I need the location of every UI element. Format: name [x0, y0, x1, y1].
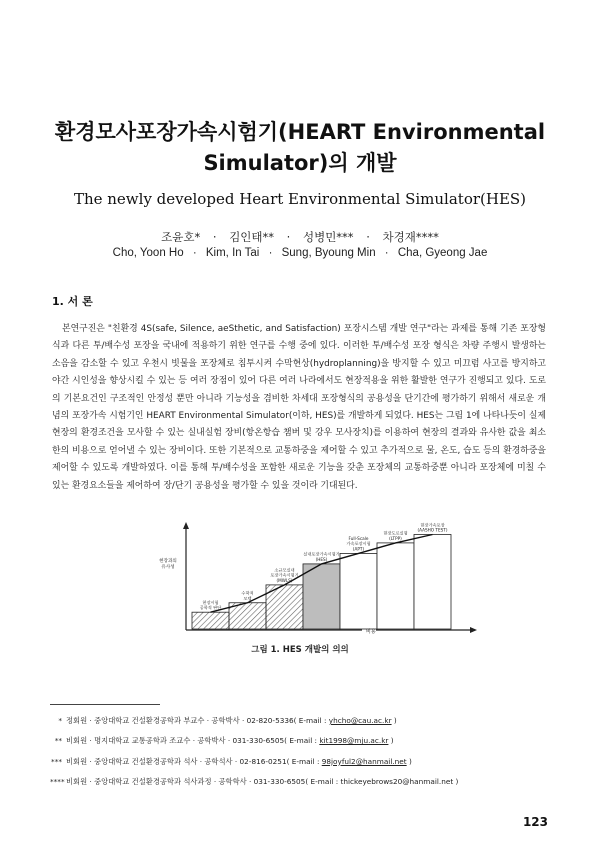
author-en-3: Sung, Byoung Min [281, 247, 376, 259]
y-axis-label-line2: 유사성 [161, 565, 175, 570]
footnote-email-link[interactable]: yhcho@cau.ac.kr [328, 716, 392, 725]
author-ko-2: 김인태** [229, 230, 275, 244]
introduction-paragraph: 본연구진은 "친환경 4S(safe, Silence, aeSthetic, and Satisfaction) 포장시스템 개발 연구"라는 과제를 통해 기존 포장형식과 다른 투/배수성 포장을 국내에 적용하기 위한 연구를 수행 중에 있다. 이러한 투/배수성 포장 형식은 차량 주행시 발생하는 소음을 감소할 수 있고 우천시 빗물을 포장체로 침투시켜 수막현상(hydroplanning)을 방지할 수 있고 미끄럼 사고를 방지하고 야간 시인성을 향상시킬 수 있는 등 여러 장점이 있어 다른 여러 나라에서도 현장적용을 위한 활발한 연구가 진행되고 있다. 도로의 기본요건인 구조적인 안정성 뿐만 아니라 기능성을 겸비한 차세대 포장형식의 공용성을 단기간에 평가하기 위해서 새로운 개념의 포장가속 시험기인 HEART Environmental Simulator(이하, HES)를 개발하게 되었다. HES는 그림 1에 나타나듯이 실제 현장의 환경조건을 모사할 수 있는 실내실험 장비(항온항습 챔버 및 강우 모사장치)를 이용하여 현장의 결과와 유사한 값을 최소한의 비용으로 얻어낼 수 있는 장비이다. 또한 기본적으로 교통하중을 제어할 수 있고 추가적으로 물, 온도, 습도 등의 환경하중을 제어할 수 있도록 개발하였다. 이를 통해 투/배수성을 포함한 새로운 기능을 갖춘 포장체의 교통하중뿐 아니라 포장체에 미칠 수 있는 환경요소들을 제어하여 장/단기 공용성을 평가할 수 있을 것이라 기대된다. [52, 324, 546, 491]
stage-label: (HES) [315, 556, 328, 562]
author-en-4: Cha, Gyeong Jae [397, 247, 488, 259]
footnote-2 [50, 734, 550, 754]
author-separator: · [212, 230, 217, 244]
stage-label: 현장시험 [202, 600, 219, 605]
author-ko-3: 성병민*** [302, 230, 354, 244]
stage-label: 소규모실내 [274, 567, 295, 573]
footnote-text: 비회원 · 명지대학교 교통공학과 조교수 · 공학박사 · 031-330-6505( E-mail : [66, 736, 320, 746]
y-axis-arrow-icon [183, 522, 189, 529]
footnote-end: ) [391, 716, 397, 725]
author-ko-1: 조윤호* [161, 230, 201, 244]
paper-title-line2: Simulator)의 개발 [203, 151, 397, 175]
author-en-1: Cho, Yoon Ho [112, 247, 184, 259]
author-separator: · [366, 230, 370, 244]
footnote-text: 비회원 · 중앙대학교 건설환경공학과 석사과정 · 공학학사 · 031-330-6505( E-mail : thickeyebrows20@hanmail.net ) [66, 777, 459, 787]
hes-significance-figure [150, 518, 480, 636]
stage-label: 포장가속시험기 [270, 572, 299, 578]
introduction-body [52, 321, 546, 495]
stage-label: 공학적 판단 [199, 605, 222, 611]
footnote-end: ) [406, 756, 412, 766]
stage-bar [303, 564, 340, 629]
stage-bar [414, 535, 451, 630]
stage-label: 실내포장가속시험기 [303, 551, 340, 557]
footnote-1 [50, 714, 550, 734]
footnote-divider [50, 704, 160, 705]
footnote-email-link[interactable]: kit1998@mju.ac.kr [319, 736, 389, 746]
footnote-text: 비회원 · 중앙대학교 건설환경공학과 석사 · 공학석사 · 02-816-0251( E-mail : [66, 756, 322, 766]
footnote-end: ) [388, 736, 394, 746]
stage-bar [192, 612, 229, 629]
figure-caption: 그림 1. HES 개발의 의의 [251, 645, 349, 655]
authors-korean [0, 229, 600, 245]
stage-label: Full-Scale [348, 536, 369, 541]
footnote-mark: ** [54, 736, 62, 746]
stage-label: 모델 [243, 595, 252, 601]
stage-label: (APT) [352, 546, 365, 552]
stage-label: (LTPP) [389, 535, 402, 541]
footnote-mark: *** [51, 756, 62, 766]
stage-label: 현장도로실험 [383, 530, 408, 536]
footnote-mark: * [58, 716, 62, 725]
stage-bar [340, 553, 377, 629]
stage-bar [377, 543, 414, 629]
author-separator: · [384, 247, 389, 259]
section-heading: 1. 서 론 [52, 295, 93, 308]
footnote-4 [50, 775, 550, 795]
footnote-3 [50, 755, 550, 775]
stage-label: 가속포장시험 [346, 541, 371, 547]
y-axis-label-line1: 현장과의 [159, 559, 177, 564]
english-subtitle: The newly developed Heart Environmental Simulator(HES) [73, 190, 527, 208]
stage-label: 현장가속포장 [420, 522, 445, 528]
paper-title-line1: 환경모사포장가속시험기(HEART Environmental [54, 120, 546, 144]
footnote-text: 정회원 · 중앙대학교 건설환경공학과 부교수 · 공학박사 · 02-820-5336( E-mail : [66, 716, 329, 725]
footnote-mark: **** [50, 777, 65, 787]
x-axis-label: 비용 [366, 629, 376, 635]
x-axis-arrow-icon [470, 627, 477, 633]
authors-english [0, 247, 600, 259]
author-separator: · [268, 247, 273, 259]
stage-label: 수학적 [241, 590, 254, 596]
page-number: 123 [522, 815, 548, 829]
stage-label: (AASHO TEST) [417, 527, 448, 533]
author-ko-4: 차경재**** [382, 230, 439, 244]
author-en-2: Kim, In Tai [205, 247, 260, 259]
author-separator: · [192, 247, 197, 259]
footnote-email-link[interactable]: 98joyful2@hanmail.net [321, 756, 407, 766]
stage-label: (MWLS) [276, 577, 293, 583]
author-separator: · [286, 230, 291, 244]
footnotes [50, 714, 550, 796]
